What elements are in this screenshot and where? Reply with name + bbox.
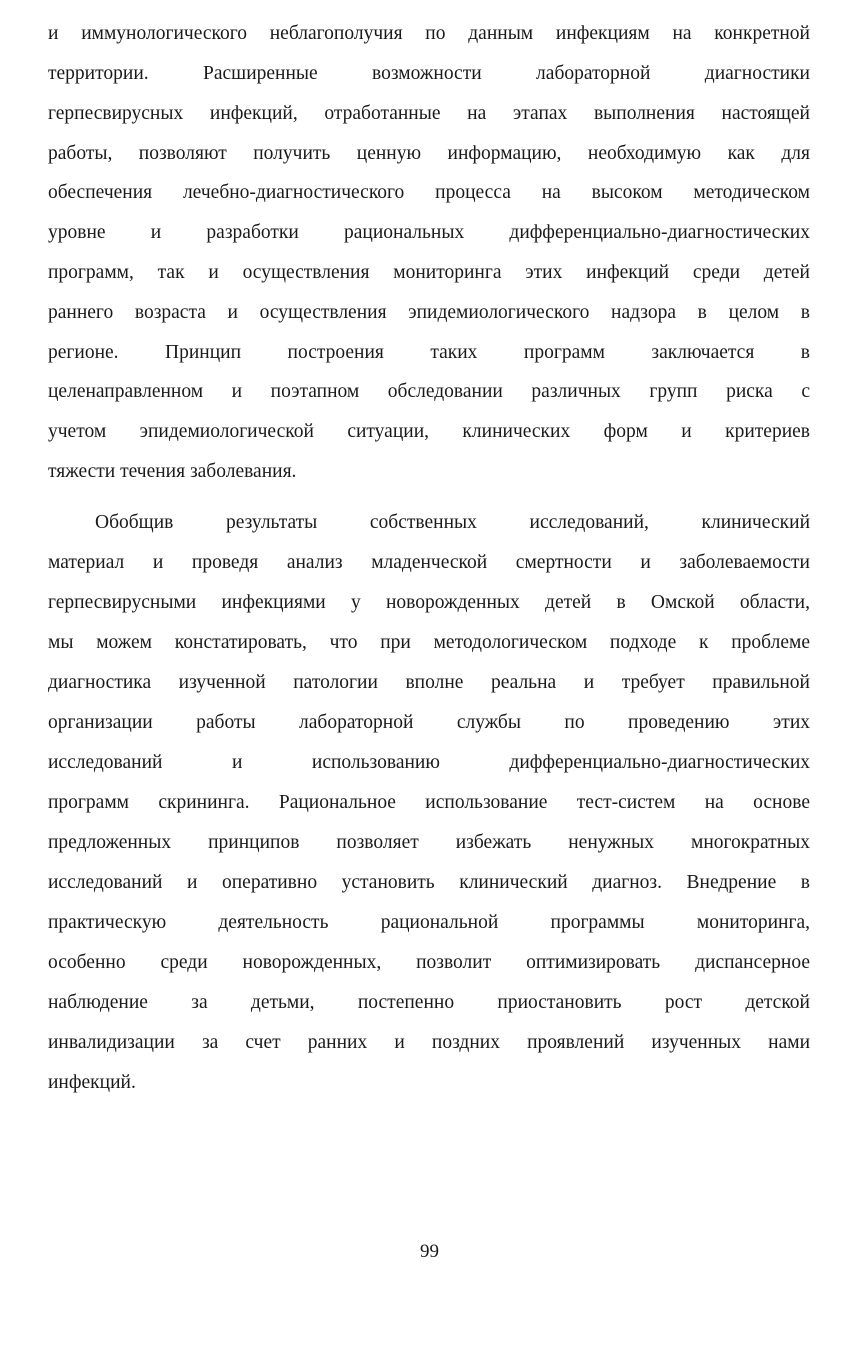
text-line: инфекций.	[48, 1072, 136, 1093]
text-line: работы, позволяют получить ценную информацию, необходимую как для	[48, 143, 810, 164]
text-line: герпесвирусными инфекциями у новорожденных детей в Омской области,	[48, 592, 810, 613]
text-line: уровне и разработки рациональных дифференциально-диагностических	[48, 222, 810, 243]
text-line: особенно среди новорожденных, позволит оптимизировать диспансерное	[48, 952, 810, 973]
text-line: программ, так и осуществления мониторинга этих инфекций среди детей	[48, 262, 810, 283]
text-line: программ скрининга. Рациональное использование тест-систем на основе	[48, 792, 810, 813]
text-line: инвалидизации за счет ранних и поздних проявлений изученных нами	[48, 1032, 810, 1053]
text-line: исследований и оперативно установить клинический диагноз. Внедрение в	[48, 872, 810, 893]
page-number: 99	[420, 1241, 439, 1262]
text-line: исследований и использованию дифференциально-диагностических	[48, 752, 810, 773]
text-line: целенаправленном и поэтапном обследовании различных групп риска с	[48, 381, 810, 402]
text-line: регионе. Принцип построения таких программ заключается в	[48, 342, 810, 363]
text-line: мы можем констатировать, что при методологическом подходе к проблеме	[48, 632, 810, 653]
text-line: материал и проведя анализ младенческой смертности и заболеваемости	[48, 552, 810, 573]
text-line: Обобщив результаты собственных исследований, клинический	[95, 512, 810, 533]
text-line: учетом эпидемиологической ситуации, клинических форм и критериев	[48, 421, 810, 442]
text-line: и иммунологического неблагополучия по данным инфекциям на конкретной	[48, 23, 810, 44]
text-line: практическую деятельность рациональной программы мониторинга,	[48, 912, 810, 933]
text-line: предложенных принципов позволяет избежать ненужных многократных	[48, 832, 810, 853]
text-line: территории. Расширенные возможности лабораторной диагностики	[48, 63, 810, 84]
text-line: раннего возраста и осуществления эпидемиологического надзора в целом в	[48, 302, 810, 323]
text-line: организации работы лабораторной службы по проведению этих	[48, 712, 810, 733]
text-line: тяжести течения заболевания.	[48, 461, 297, 482]
text-line: диагностика изученной патологии вполне реальна и требует правильной	[48, 672, 810, 693]
text-line: герпесвирусных инфекций, отработанные на этапах выполнения настоящей	[48, 103, 810, 124]
text-line: наблюдение за детьми, постепенно приостановить рост детской	[48, 992, 810, 1013]
text-line: обеспечения лечебно-диагностического процесса на высоком методическом	[48, 182, 810, 203]
